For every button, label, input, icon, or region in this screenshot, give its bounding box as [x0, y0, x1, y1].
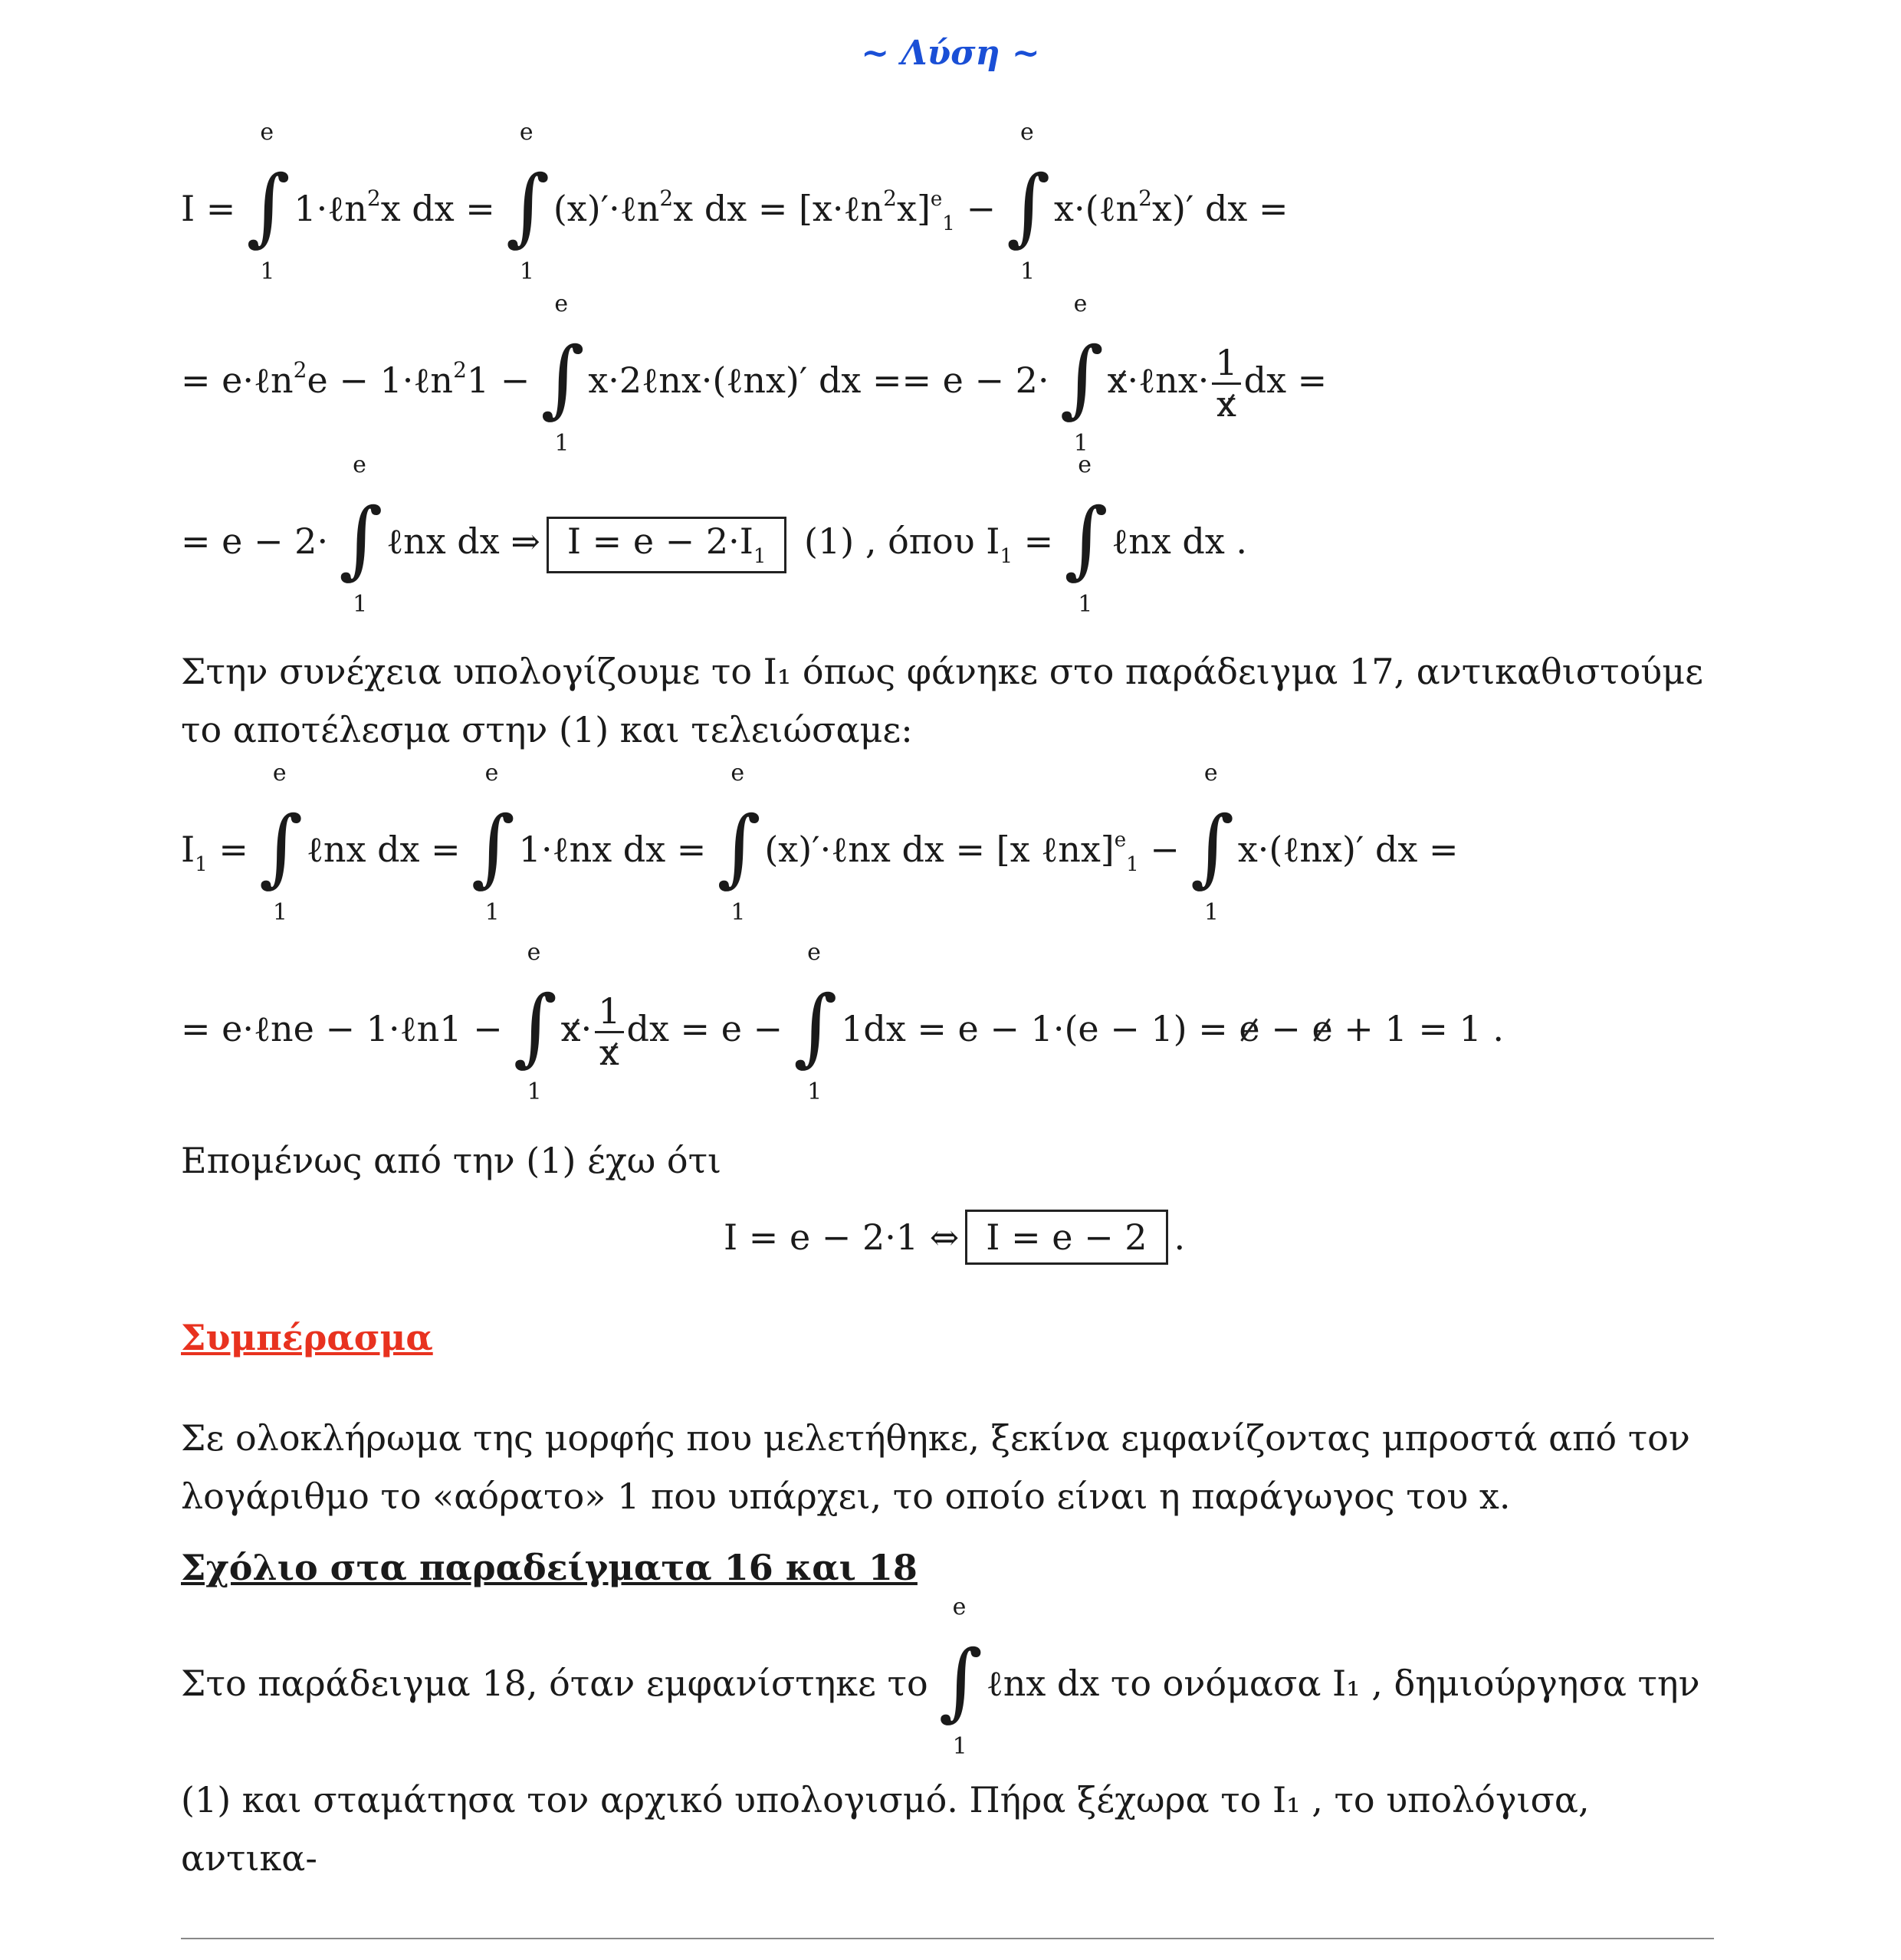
- paragraph-1-line-1: Στην συνέχεια υπολογίζουμε το I₁ όπως φάνηκε στο παράδειγμα 17, αντικαθιστούμε: [181, 651, 1703, 692]
- comment-line-1: Στο παράδειγμα 18, όταν εμφανίστηκε το e ∫ 1 ℓnx dx το ονόμασα I₁ , δημιούργησα την: [181, 1594, 1700, 1760]
- integral-sign: e ∫ 1: [717, 760, 761, 926]
- conclusion-line-2: λογάριθμο το «αόρατο» 1 που υπάρχει, το οποίο είναι η παράγωγος του x.: [181, 1476, 1511, 1517]
- equation-2: = e·ℓn$^2$e − 1·ℓn$^2$1 − e ∫ 1 x·2ℓnx·(ℓnx)′ dx == e − 2· e ∫ 1 x·ℓnx· $\frac{1}{x}$ dx =: [181, 291, 1328, 458]
- conclusion-line-1: Σε ολοκλήρωμα της μορφής που μελετήθηκε, ξεκίνα εμφανίζοντας μπροστά από τον: [181, 1417, 1690, 1459]
- integral-sign: e ∫ 1: [1064, 451, 1108, 618]
- integral-sign: e ∫ 1: [339, 451, 383, 618]
- conclusion-text: [181, 1409, 1714, 1525]
- footer-rule: [181, 1938, 1714, 1939]
- integral-sign: e ∫ 1: [540, 291, 585, 458]
- paragraph-2: Επομένως από την (1) έχω ότι: [181, 1140, 722, 1181]
- paragraph-1: [181, 642, 1714, 759]
- integral-sign: e ∫ 1: [246, 119, 291, 285]
- equation-6: I = e − 2·1 ⇔ I = e − 2 .: [724, 1210, 1185, 1265]
- integral-sign: e ∫ 1: [938, 1594, 983, 1760]
- heading-comment: Σχόλιο στα παραδείγματα 16 και 18: [181, 1547, 918, 1588]
- equation-1: I = e ∫ 1 1·ℓn$^2$x dx = e ∫ 1 (x)′·ℓn$^2$x dx = [x·ℓn$^2$x]$^e_1$ − e ∫ 1 x·(ℓn$^2$x)′ dx =: [181, 119, 1289, 285]
- integral-sign: e ∫ 1: [513, 939, 557, 1106]
- solution-title: ~ Λύση ~: [861, 34, 1040, 73]
- boxed-result-final: I = e − 2: [965, 1210, 1167, 1265]
- comment-line-2: (1) και σταμάτησα τον αρχικό υπολογισμό. Πήρα ξέχωρα το I₁ , το υπολόγισα, αντικα-: [181, 1779, 1590, 1879]
- integral-sign: e ∫ 1: [471, 760, 515, 926]
- integral-sign: e ∫ 1: [258, 760, 304, 926]
- heading-conclusion: Συμπέρασμα: [181, 1317, 433, 1358]
- equation-3: = e − 2· e ∫ 1 ℓnx dx ⇒ $I = e - 2\cdot I_1$ (1) , όπου $I_1$ = e ∫ 1 ℓnx dx .: [181, 451, 1248, 618]
- equation-4: $I_1$ = e ∫ 1 ℓnx dx = e ∫ 1 1·ℓnx dx = e ∫ 1 (x)′·ℓnx dx = [x ℓnx]$^e_1$ − e ∫ 1 x·(ℓnx)′ dx =: [181, 760, 1459, 926]
- integral-sign: e ∫ 1: [1190, 760, 1235, 926]
- integral-sign: e ∫ 1: [793, 939, 838, 1106]
- integral-sign: e ∫ 1: [505, 119, 550, 285]
- equation-5: = e·ℓne − 1·ℓn1 − e ∫ 1 x· $\frac{1}{x}$ dx = e − e ∫ 1 1dx = e − 1·(e − 1) = e − e + 1 = 1 .: [181, 939, 1505, 1106]
- paragraph-1-line-2: το αποτέλεσμα στην (1) και τελειώσαμε:: [181, 709, 913, 750]
- boxed-result-1: $I = e - 2\cdot I_1$: [547, 517, 787, 573]
- integral-sign: e ∫ 1: [1006, 119, 1051, 285]
- integral-sign: e ∫ 1: [1059, 291, 1104, 458]
